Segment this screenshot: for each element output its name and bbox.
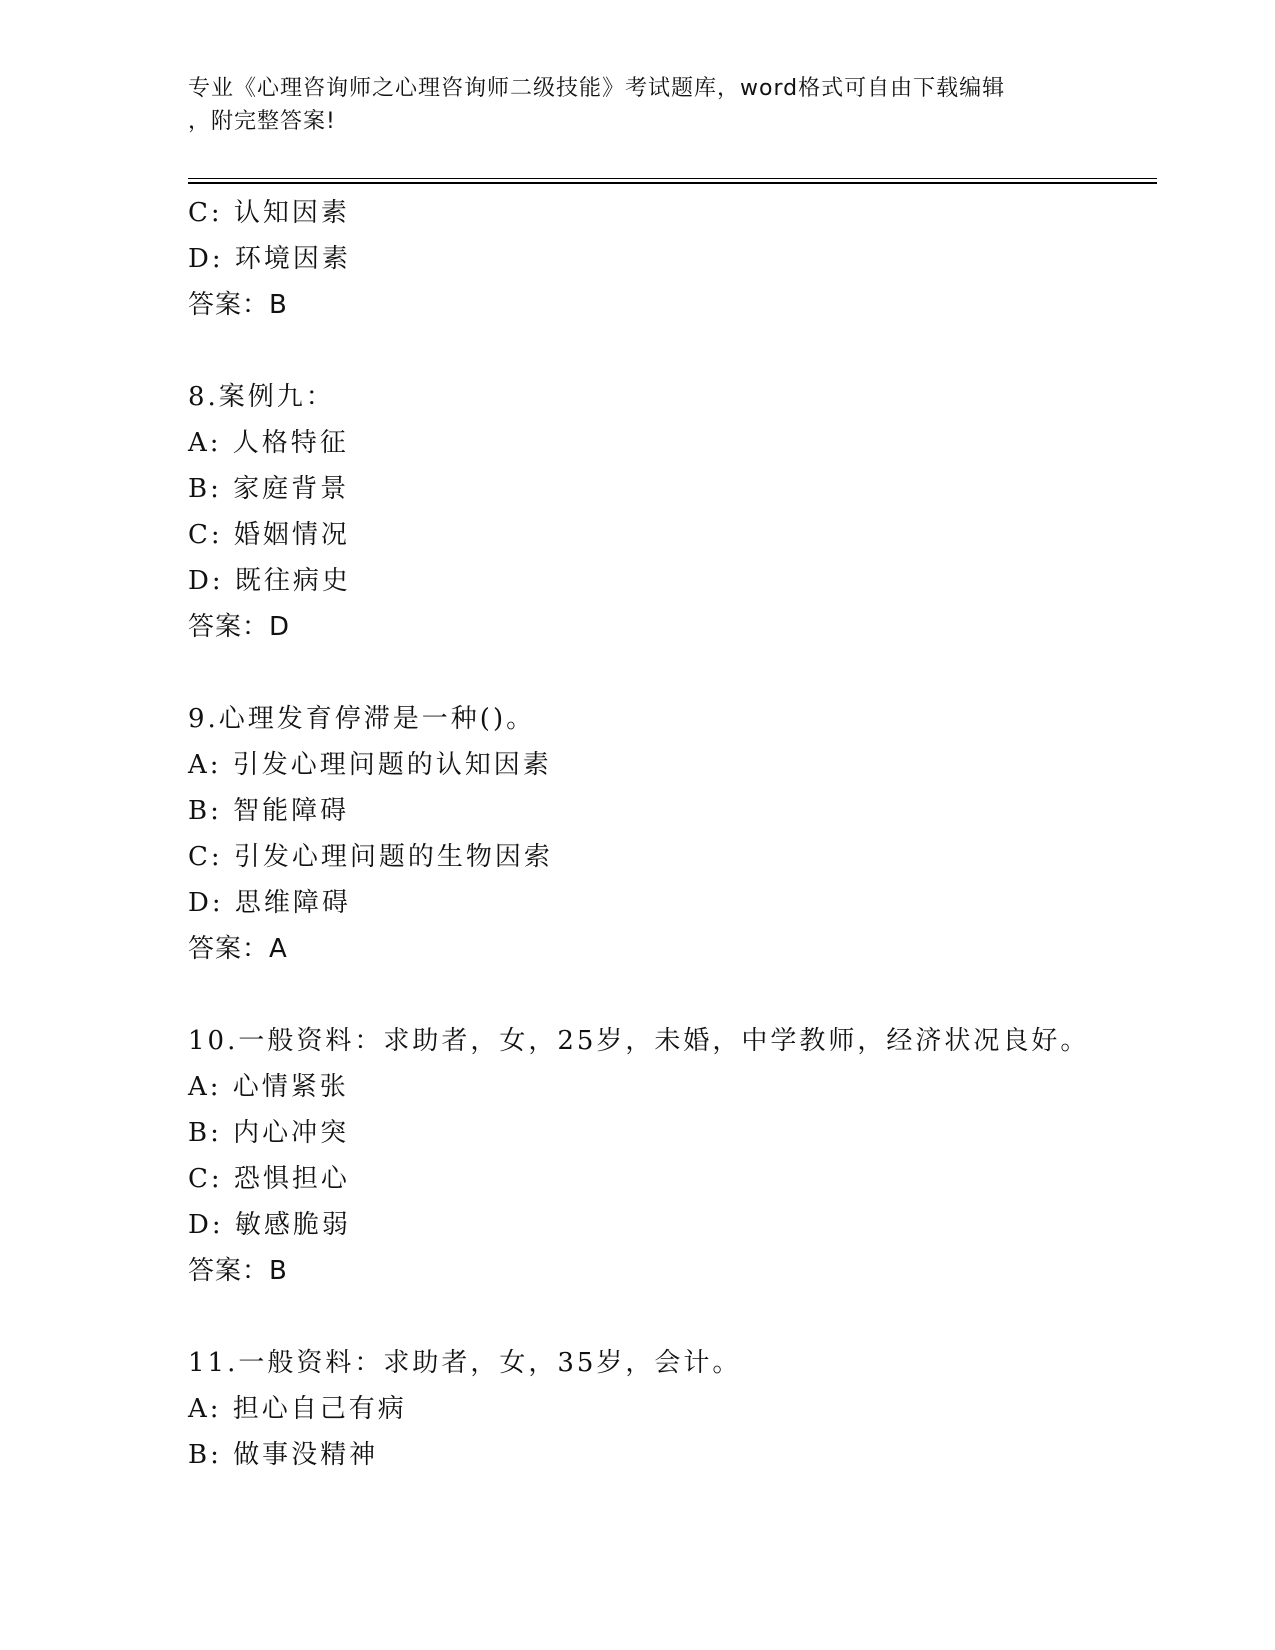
option-c: C: 引发心理问题的生物因索 [188,842,553,872]
question-stem: 9.心理发育停滞是一种()。 [188,704,536,734]
option-b: B: 家庭背景 [188,474,350,504]
spacer [188,1294,1148,1340]
answer-text: 答案：B [188,290,288,320]
question-9 [188,696,1148,972]
header-divider-thin [188,178,1157,179]
header-title-line-2: ，附完整答案! [188,109,336,134]
spacer [188,328,1148,374]
option-b: B: 智能障碍 [188,796,350,826]
question-stem: 10.一般资料：求助者，女，25岁，未婚，中学教师，经济状况良好。 [188,1026,1090,1056]
question-11 [188,1340,1148,1478]
header-divider-thick [188,182,1157,184]
question-7-tail [188,190,1148,328]
option-a: A: 担心自己有病 [188,1394,407,1424]
option-b: B: 做事没精神 [188,1440,379,1470]
option-d: D: 既往病史 [188,566,351,596]
answer-text: 答案：A [188,934,288,964]
option-a: A: 心情紧张 [188,1072,349,1102]
answer-text: 答案：D [188,612,291,642]
option-a: A: 引发心理问题的认知因素 [188,750,552,780]
question-stem: 8.案例九： [188,382,335,412]
question-8 [188,374,1148,650]
document-header [188,72,1068,138]
option-d: D: 环境因素 [188,244,351,274]
answer-text: 答案：B [188,1256,288,1286]
option-d: D: 思维障碍 [188,888,351,918]
spacer [188,650,1148,696]
question-10 [188,1018,1148,1294]
option-c: C: 恐惧担心 [188,1164,350,1194]
option-d: D: 敏感脆弱 [188,1210,351,1240]
option-c: C: 认知因素 [188,198,350,228]
option-b: B: 内心冲突 [188,1118,350,1148]
question-list [188,190,1148,1478]
option-a: A: 人格特征 [188,428,349,458]
question-stem: 11.一般资料：求助者，女，35岁，会计。 [188,1348,742,1378]
spacer [188,972,1148,1018]
option-c: C: 婚姻情况 [188,520,350,550]
header-title-line-1: 专业《心理咨询师之心理咨询师二级技能》考试题库，word格式可自由下载编辑 [188,76,1006,101]
